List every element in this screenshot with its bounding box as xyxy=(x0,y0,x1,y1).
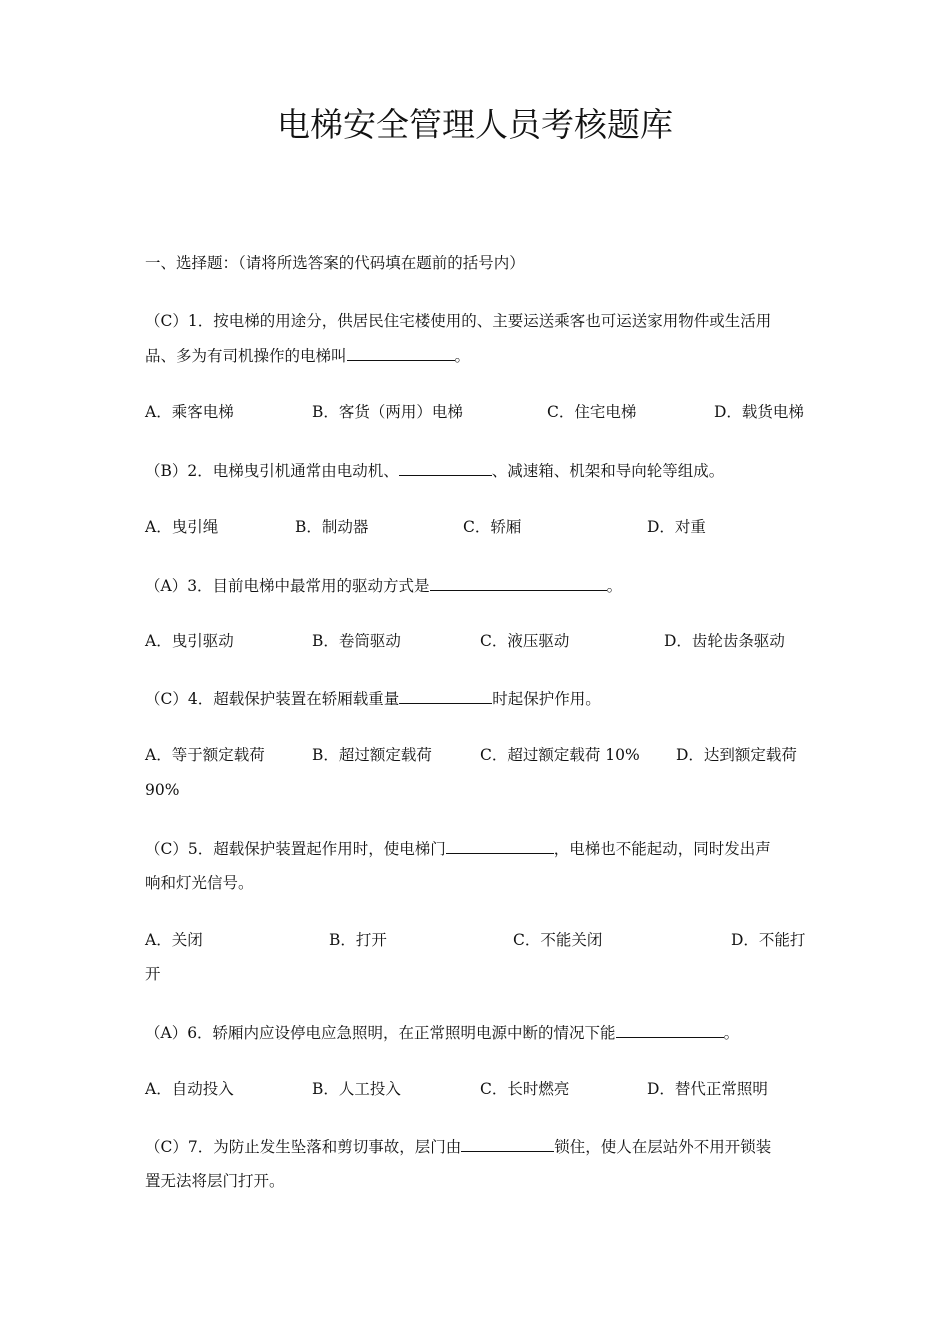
question-2-text-end: 、减速箱、机架和导向轮等组成。 xyxy=(491,462,725,480)
question-1-text-end: 。 xyxy=(454,347,471,365)
question-7-line-2: 置无法将层门打开。 xyxy=(145,1172,285,1190)
option-d: D．对重 xyxy=(647,518,706,536)
question-7-text: （C）7．为防止发生坠落和剪切事故，层门由 xyxy=(145,1138,462,1156)
answer-blank xyxy=(399,688,492,704)
option-d: D．载货电梯 xyxy=(714,403,804,421)
option-a: A．曳引绳 xyxy=(145,518,219,536)
option-c: C．超过额定载荷 10% xyxy=(480,746,640,764)
option-b: B．卷筒驱动 xyxy=(312,632,401,650)
option-b: B．人工投入 xyxy=(312,1080,401,1098)
question-2-text: （B）2．电梯曳引机通常由电动机、 xyxy=(145,462,399,480)
answer-blank xyxy=(461,1136,554,1152)
option-c: C．轿厢 xyxy=(463,518,522,536)
option-a: A．自动投入 xyxy=(145,1080,234,1098)
option-b: B．超过额定载荷 xyxy=(312,746,432,764)
option-d-wrap: 开 xyxy=(145,965,161,983)
option-c: C．液压驱动 xyxy=(480,632,570,650)
answer-blank xyxy=(446,838,554,854)
question-3-text-end: 。 xyxy=(606,577,623,595)
option-b: B．客货（两用）电梯 xyxy=(312,403,463,421)
answer-blank xyxy=(616,1022,724,1038)
section-heading: 一、选择题：（请将所选答案的代码填在题前的括号内） xyxy=(145,254,525,272)
option-a: A．曳引驱动 xyxy=(145,632,234,650)
answer-blank xyxy=(430,575,607,591)
question-5-line-1 xyxy=(145,838,810,859)
answer-blank xyxy=(347,345,455,361)
question-4-line xyxy=(145,688,810,709)
question-4-text-end: 时起保护作用。 xyxy=(492,690,601,708)
option-c: C．不能关闭 xyxy=(513,931,603,949)
question-6-text-end: 。 xyxy=(723,1024,740,1042)
question-2-line xyxy=(145,460,810,481)
option-d: D．齿轮齿条驱动 xyxy=(664,632,785,650)
option-c: C．长时燃亮 xyxy=(480,1080,570,1098)
question-5-line-2: 响和灯光信号。 xyxy=(145,874,254,892)
question-6-text: （A）6．轿厢内应设停电应急照明，在正常照明电源中断的情况下能 xyxy=(145,1024,616,1042)
question-6-line xyxy=(145,1022,810,1043)
question-7-text-cont: 锁住，使人在层站外不用开锁装 xyxy=(554,1138,772,1156)
question-5-text: （C）5．超载保护装置起作用时，使电梯门 xyxy=(145,840,446,858)
option-c: C．住宅电梯 xyxy=(547,403,637,421)
question-1-line-2 xyxy=(145,345,810,366)
option-a: A．等于额定载荷 xyxy=(145,746,265,764)
question-1-line-1: （C）1．按电梯的用途分，供居民住宅楼使用的、主要运送乘客也可运送家用物件或生活用 xyxy=(145,312,772,330)
option-d-wrap: 90% xyxy=(145,781,180,799)
question-3-line xyxy=(145,575,810,596)
option-a: A．乘客电梯 xyxy=(145,403,234,421)
document-title: 电梯安全管理人员考核题库 xyxy=(277,105,673,144)
question-1-text: 品、多为有司机操作的电梯叫 xyxy=(145,347,347,365)
option-b: B．打开 xyxy=(329,931,387,949)
question-3-text: （A）3．目前电梯中最常用的驱动方式是 xyxy=(145,577,430,595)
option-d: D．达到额定载荷 xyxy=(676,746,797,764)
question-4-text: （C）4．超载保护装置在轿厢载重量 xyxy=(145,690,400,708)
answer-blank xyxy=(399,460,492,476)
option-d: D．不能打 xyxy=(731,931,806,949)
option-a: A．关闭 xyxy=(145,931,203,949)
option-b: B．制动器 xyxy=(295,518,369,536)
question-5-text-cont: ，电梯也不能起动，同时发出声 xyxy=(553,840,771,858)
question-7-line-1 xyxy=(145,1136,810,1157)
option-d: D．替代正常照明 xyxy=(647,1080,768,1098)
